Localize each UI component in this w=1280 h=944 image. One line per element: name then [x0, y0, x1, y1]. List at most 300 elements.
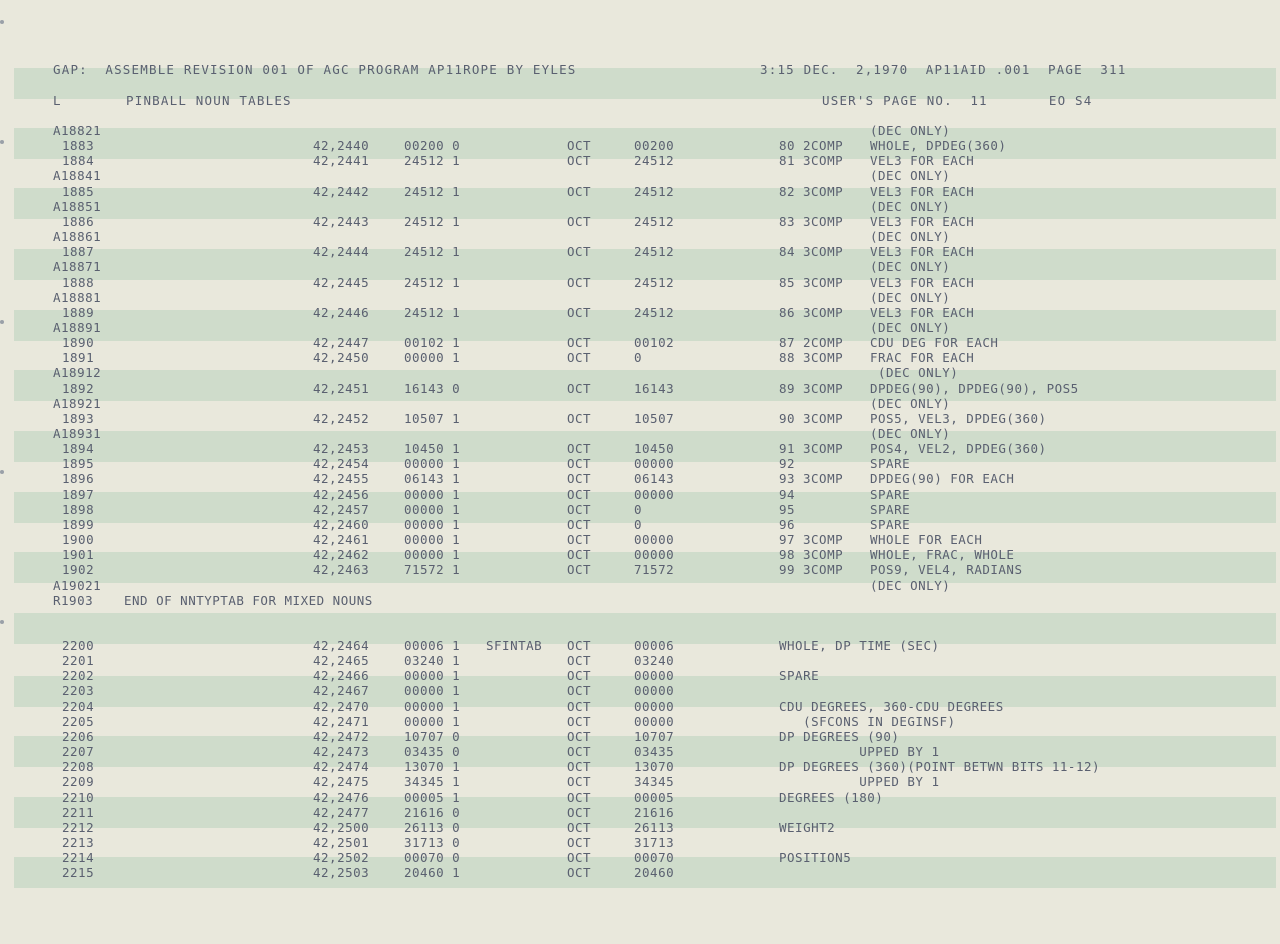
line-number: 2212	[62, 819, 95, 835]
opcode: OCT	[567, 759, 592, 775]
octal-word: 00000 1	[404, 501, 461, 517]
opcode: OCT	[567, 244, 592, 260]
octal-word: 71572 1	[404, 562, 461, 578]
operand: 24512	[634, 153, 675, 169]
operand: 71572	[634, 562, 675, 578]
opcode: OCT	[567, 683, 592, 699]
listing-line	[0, 653, 1280, 668]
operand: 13070	[634, 759, 675, 775]
operand: 00000	[634, 547, 675, 563]
operand: 00070	[634, 850, 675, 866]
opcode: OCT	[567, 380, 592, 396]
noun-number: 87	[779, 335, 796, 351]
listing-line	[0, 441, 1280, 456]
opcode: OCT	[567, 304, 592, 320]
octal-word: 00000 1	[404, 683, 461, 699]
comment: (DEC ONLY)	[870, 198, 951, 214]
listing-line	[0, 532, 1280, 547]
operand: 03240	[634, 653, 675, 669]
listing-line	[0, 350, 1280, 365]
comment: WHOLE, FRAC, WHOLE	[870, 547, 1015, 563]
address: 42,2442	[313, 183, 370, 199]
comment: (DEC ONLY)	[870, 319, 951, 335]
address: 42,2452	[313, 410, 370, 426]
listing-line	[0, 790, 1280, 805]
noun-number: 98	[779, 547, 796, 563]
operand: 00000	[634, 532, 675, 548]
comment: (SFCONS IN DEGINSF)	[779, 713, 956, 729]
octal-word: 00200 0	[404, 138, 461, 154]
octal-word: 21616 0	[404, 804, 461, 820]
operand: 10450	[634, 441, 675, 457]
opcode: OCT	[567, 410, 592, 426]
comment: WHOLE FOR EACH	[870, 532, 983, 548]
octal-word: 10707 0	[404, 728, 461, 744]
address: 42,2455	[313, 471, 370, 487]
opcode: OCT	[567, 774, 592, 790]
listing-line	[0, 638, 1280, 653]
address: 42,2447	[313, 335, 370, 351]
operand: 10707	[634, 728, 675, 744]
comment: VEL3 FOR EACH	[870, 304, 975, 320]
line-number: 1883	[62, 138, 95, 154]
comment: (DEC ONLY)	[870, 426, 951, 441]
opcode: OCT	[567, 547, 592, 563]
line-number: 2203	[62, 683, 95, 699]
opcode: OCT	[567, 834, 592, 850]
noun-number: 85	[779, 274, 796, 290]
address: 42,2463	[313, 562, 370, 578]
noun-number: 86	[779, 304, 796, 320]
operand: 34345	[634, 774, 675, 790]
address: 42,2454	[313, 456, 370, 472]
listing-line	[0, 471, 1280, 486]
component-count: 3COMP	[803, 274, 844, 290]
address: 42,2445	[313, 274, 370, 290]
operand: 0	[634, 501, 643, 517]
comment: POS4, VEL2, DPDEG(360)	[870, 441, 1047, 457]
header-program-title: GAP: ASSEMBLE REVISION 001 OF AGC PROGRAM AP11ROPE BY EYLES	[53, 62, 577, 77]
octal-word: 03240 1	[404, 653, 461, 669]
comment: WHOLE, DPDEG(360)	[870, 138, 1007, 154]
octal-word: 00000 1	[404, 532, 461, 548]
listing-line	[0, 411, 1280, 426]
octal-word: 24512 1	[404, 304, 461, 320]
octal-word: 00005 1	[404, 789, 461, 805]
listing-line	[0, 744, 1280, 759]
line-number: 1892	[62, 380, 95, 396]
octal-word: 00000 1	[404, 456, 461, 472]
component-count: 3COMP	[803, 153, 844, 169]
octal-word: 00070 0	[404, 850, 461, 866]
opcode: OCT	[567, 850, 592, 866]
line-id: A18861	[53, 229, 102, 245]
listing-line	[0, 683, 1280, 698]
noun-number: 81	[779, 153, 796, 169]
opcode: OCT	[567, 698, 592, 714]
address: 42,2472	[313, 728, 370, 744]
line-id: A18821	[53, 123, 102, 138]
octal-word: 00000 1	[404, 713, 461, 729]
noun-number: 94	[779, 486, 796, 502]
operand: 24512	[634, 213, 675, 229]
noun-number: 82	[779, 183, 796, 199]
octal-word: 10450 1	[404, 441, 461, 457]
header-user-page: USER'S PAGE NO. 11 EO S4	[822, 93, 1093, 108]
operand: 00102	[634, 335, 675, 351]
listing-line	[0, 547, 1280, 562]
listing-line	[0, 668, 1280, 683]
end-of-table-comment: END OF NNTYPTAB FOR MIXED NOUNS	[124, 592, 373, 608]
comment: WHOLE, DP TIME (SEC)	[779, 638, 940, 653]
listing-line	[0, 456, 1280, 471]
operand: 00000	[634, 456, 675, 472]
opcode: OCT	[567, 471, 592, 487]
comment: DPDEG(90) FOR EACH	[870, 471, 1015, 487]
opcode: OCT	[567, 213, 592, 229]
line-number: 2205	[62, 713, 95, 729]
listing-line	[0, 168, 1280, 183]
operand: 24512	[634, 274, 675, 290]
comment: (DEC ONLY)	[870, 289, 951, 305]
listing-line	[0, 244, 1280, 259]
line-number: 2209	[62, 774, 95, 790]
opcode: OCT	[567, 532, 592, 548]
listing-line	[0, 153, 1280, 168]
octal-word: 20460 1	[404, 865, 461, 881]
operand: 00005	[634, 789, 675, 805]
address: 42,2440	[313, 138, 370, 154]
listing-line	[0, 365, 1280, 380]
comment: POS9, VEL4, RADIANS	[870, 562, 1023, 578]
line-number: 2206	[62, 728, 95, 744]
address: 42,2462	[313, 547, 370, 563]
address: 42,2456	[313, 486, 370, 502]
listing-line	[0, 381, 1280, 396]
listing-line	[0, 835, 1280, 850]
octal-word: 00000 1	[404, 698, 461, 714]
listing-line	[0, 562, 1280, 577]
address: 42,2460	[313, 516, 370, 532]
line-id: A18871	[53, 259, 102, 275]
line-number: 1897	[62, 486, 95, 502]
line-id: A18891	[53, 319, 102, 335]
noun-number: 84	[779, 244, 796, 260]
line-number: 1890	[62, 335, 95, 351]
opcode: OCT	[567, 865, 592, 881]
comment: SPARE	[870, 456, 911, 472]
line-number: 2204	[62, 698, 95, 714]
line-number: 1899	[62, 516, 95, 532]
comment: (DEC ONLY)	[870, 259, 951, 275]
comment: UPPED BY 1	[779, 774, 940, 790]
address: 42,2471	[313, 713, 370, 729]
address: 42,2474	[313, 759, 370, 775]
opcode: OCT	[567, 744, 592, 760]
line-number: 1895	[62, 456, 95, 472]
noun-number: 83	[779, 213, 796, 229]
component-count: 3COMP	[803, 547, 844, 563]
line-number: 1900	[62, 532, 95, 548]
line-id: A18851	[53, 198, 102, 214]
header-section-title: PINBALL NOUN TABLES	[126, 93, 292, 108]
listing-line	[0, 199, 1280, 214]
listing-line	[0, 214, 1280, 229]
octal-word: 00000 1	[404, 486, 461, 502]
line-number: 2211	[62, 804, 95, 820]
listing-line	[0, 487, 1280, 502]
feed-hole	[0, 20, 4, 24]
noun-number: 97	[779, 532, 796, 548]
component-count: 3COMP	[803, 410, 844, 426]
line-number: 2200	[62, 638, 95, 653]
comment: VEL3 FOR EACH	[870, 183, 975, 199]
operand: 00000	[634, 713, 675, 729]
octal-word: 34345 1	[404, 774, 461, 790]
operand: 0	[634, 516, 643, 532]
octal-word: 00006 1	[404, 638, 461, 653]
address: 42,2441	[313, 153, 370, 169]
opcode: OCT	[567, 138, 592, 154]
line-id: A18931	[53, 426, 102, 441]
address: 42,2464	[313, 638, 370, 653]
address: 42,2467	[313, 683, 370, 699]
listing-line	[0, 335, 1280, 350]
comment: (DEC ONLY)	[870, 395, 951, 411]
opcode: OCT	[567, 653, 592, 669]
operand: 06143	[634, 471, 675, 487]
octal-word: 24512 1	[404, 183, 461, 199]
octal-word: 24512 1	[404, 244, 461, 260]
listing-line	[0, 517, 1280, 532]
address: 42,2503	[313, 865, 370, 881]
opcode: OCT	[567, 274, 592, 290]
listing-line	[0, 820, 1280, 835]
octal-word: 26113 0	[404, 819, 461, 835]
line-id: A18912	[53, 365, 102, 381]
noun-number: 80	[779, 138, 796, 154]
component-count: 3COMP	[803, 304, 844, 320]
comment: VEL3 FOR EACH	[870, 244, 975, 260]
opcode: OCT	[567, 456, 592, 472]
opcode: OCT	[567, 441, 592, 457]
component-count: 2COMP	[803, 335, 844, 351]
listing-line	[0, 759, 1280, 774]
component-count: 2COMP	[803, 138, 844, 154]
line-id: A18881	[53, 289, 102, 305]
operand: 00000	[634, 683, 675, 699]
opcode: OCT	[567, 668, 592, 684]
operand: 24512	[634, 244, 675, 260]
listing-line	[0, 290, 1280, 305]
comment: DEGREES (180)	[779, 789, 884, 805]
line-id: A18841	[53, 168, 102, 184]
comment: UPPED BY 1	[779, 744, 940, 760]
line-number: 1888	[62, 274, 95, 290]
noun-number: 90	[779, 410, 796, 426]
line-number: 1893	[62, 410, 95, 426]
opcode: OCT	[567, 804, 592, 820]
listing-line	[0, 396, 1280, 411]
noun-number: 92	[779, 456, 796, 472]
line-id: A18921	[53, 395, 102, 411]
component-count: 3COMP	[803, 562, 844, 578]
listing-line	[0, 729, 1280, 744]
address: 42,2500	[313, 819, 370, 835]
octal-word: 24512 1	[404, 213, 461, 229]
address: 42,2444	[313, 244, 370, 260]
comment: DP DEGREES (360)(POINT BETWN BITS 11-12)	[779, 759, 1101, 775]
address: 42,2466	[313, 668, 370, 684]
line-number: 2210	[62, 789, 95, 805]
opcode: OCT	[567, 486, 592, 502]
octal-word: 00000 1	[404, 547, 461, 563]
listing-line	[0, 305, 1280, 320]
line-number: 1896	[62, 471, 95, 487]
line-id: R1903	[53, 592, 94, 608]
opcode: OCT	[567, 335, 592, 351]
comment: DPDEG(90), DPDEG(90), POS5	[870, 380, 1079, 396]
listing-line	[0, 123, 1280, 138]
operand: 00006	[634, 638, 675, 653]
comment: POS5, VEL3, DPDEG(360)	[870, 410, 1047, 426]
component-count: 3COMP	[803, 441, 844, 457]
comment: DP DEGREES (90)	[779, 728, 900, 744]
listing-line	[0, 229, 1280, 244]
operand: 00000	[634, 668, 675, 684]
octal-word: 00000 1	[404, 668, 461, 684]
noun-number: 99	[779, 562, 796, 578]
octal-word: 13070 1	[404, 759, 461, 775]
header-l: L	[53, 93, 62, 108]
noun-number: 96	[779, 516, 796, 532]
listing-line	[0, 699, 1280, 714]
label: SFINTAB	[486, 638, 543, 653]
address: 42,2475	[313, 774, 370, 790]
line-number: 2201	[62, 653, 95, 669]
comment: SPARE	[779, 668, 820, 684]
listing-line	[0, 426, 1280, 441]
opcode: OCT	[567, 819, 592, 835]
address: 42,2453	[313, 441, 370, 457]
opcode: OCT	[567, 713, 592, 729]
comment: VEL3 FOR EACH	[870, 153, 975, 169]
comment: (DEC ONLY)	[870, 229, 951, 245]
address: 42,2470	[313, 698, 370, 714]
listing-line	[0, 850, 1280, 865]
operand: 00000	[634, 698, 675, 714]
listing-line	[0, 138, 1280, 153]
comment: WEIGHT2	[779, 819, 836, 835]
comment: VEL3 FOR EACH	[870, 213, 975, 229]
feed-hole	[0, 620, 4, 624]
component-count: 3COMP	[803, 183, 844, 199]
component-count: 3COMP	[803, 471, 844, 487]
operand: 24512	[634, 304, 675, 320]
comment: VEL3 FOR EACH	[870, 274, 975, 290]
listing-line	[0, 774, 1280, 789]
operand: 03435	[634, 744, 675, 760]
opcode: OCT	[567, 350, 592, 366]
component-count: 3COMP	[803, 244, 844, 260]
octal-word: 16143 0	[404, 380, 461, 396]
operand: 10507	[634, 410, 675, 426]
operand: 26113	[634, 819, 675, 835]
listing-line	[0, 578, 1280, 593]
opcode: OCT	[567, 516, 592, 532]
component-count: 3COMP	[803, 532, 844, 548]
line-number: 1885	[62, 183, 95, 199]
noun-number: 93	[779, 471, 796, 487]
octal-word: 00000 1	[404, 350, 461, 366]
comment: CDU DEGREES, 360-CDU DEGREES	[779, 698, 1004, 714]
address: 42,2461	[313, 532, 370, 548]
noun-number: 95	[779, 501, 796, 517]
octal-word: 24512 1	[404, 274, 461, 290]
comment: SPARE	[870, 516, 911, 532]
address: 42,2473	[313, 744, 370, 760]
address: 42,2476	[313, 789, 370, 805]
octal-word: 03435 0	[404, 744, 461, 760]
line-id: A19021	[53, 577, 102, 593]
line-number: 2214	[62, 850, 95, 866]
listing-line	[0, 593, 1280, 608]
operand: 00200	[634, 138, 675, 154]
listing-line	[0, 714, 1280, 729]
comment: (DEC ONLY)	[870, 123, 951, 138]
listing-line	[0, 502, 1280, 517]
comment: FRAC FOR EACH	[870, 350, 975, 366]
octal-word: 31713 0	[404, 834, 461, 850]
line-number: 1886	[62, 213, 95, 229]
operand: 24512	[634, 183, 675, 199]
operand: 0	[634, 350, 643, 366]
comment: SPARE	[870, 486, 911, 502]
line-number: 1891	[62, 350, 95, 366]
address: 42,2451	[313, 380, 370, 396]
noun-number: 91	[779, 441, 796, 457]
octal-word: 00102 1	[404, 335, 461, 351]
address: 42,2502	[313, 850, 370, 866]
opcode: OCT	[567, 728, 592, 744]
operand: 20460	[634, 865, 675, 881]
line-number: 1898	[62, 501, 95, 517]
line-number: 2207	[62, 744, 95, 760]
address: 42,2501	[313, 834, 370, 850]
opcode: OCT	[567, 183, 592, 199]
comment: (DEC ONLY)	[870, 365, 959, 381]
listing-line	[0, 259, 1280, 274]
listing-line	[0, 275, 1280, 290]
line-number: 1902	[62, 562, 95, 578]
comment: (DEC ONLY)	[870, 577, 951, 593]
line-number: 1889	[62, 304, 95, 320]
component-count: 3COMP	[803, 350, 844, 366]
opcode: OCT	[567, 562, 592, 578]
operand: 16143	[634, 380, 675, 396]
comment: POSITION5	[779, 850, 852, 866]
octal-word: 00000 1	[404, 516, 461, 532]
listing-line	[0, 184, 1280, 199]
comment: CDU DEG FOR EACH	[870, 335, 999, 351]
octal-word: 24512 1	[404, 153, 461, 169]
component-count: 3COMP	[803, 213, 844, 229]
address: 42,2477	[313, 804, 370, 820]
address: 42,2450	[313, 350, 370, 366]
header-date-page: 3:15 DEC. 2,1970 AP11AID .001 PAGE 311	[760, 62, 1127, 77]
line-number: 1887	[62, 244, 95, 260]
component-count: 3COMP	[803, 380, 844, 396]
